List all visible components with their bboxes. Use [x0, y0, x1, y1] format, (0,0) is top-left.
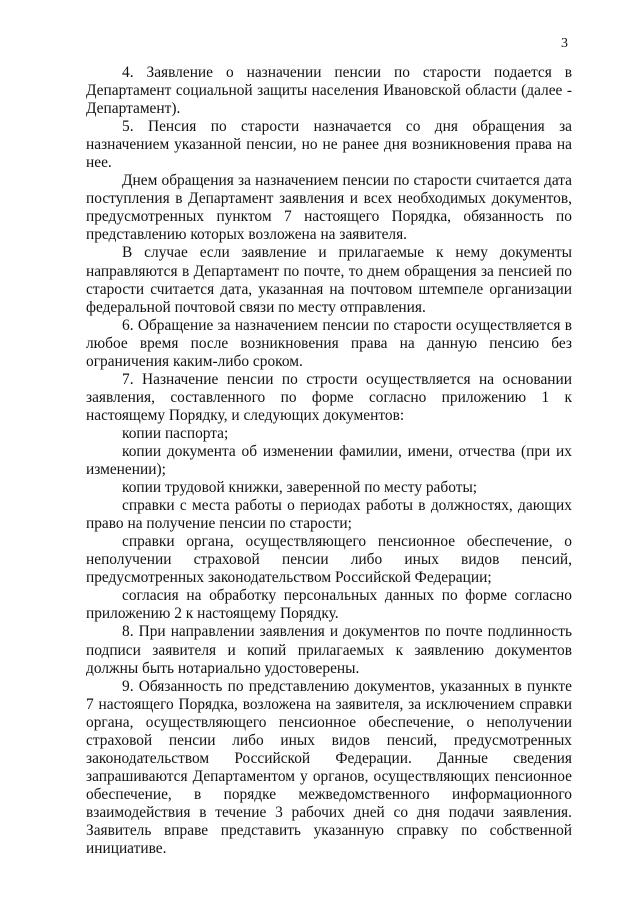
paragraph-7-required-documents: 7. Назначение пенсии по стрости осуществляется на основании заявления, составленного по форме согласно приложению 1 к настоящему Порядку, и следующих документов: — [86, 370, 572, 424]
paragraph-postal-submission-date: В случае если заявление и прилагаемые к нему документы направляются в Департамент по почте, то днем обращения за пенсией по старости считается дата, указанная на почтовом штемпеле организации федеральной почтовой связи по месту отправления. — [86, 244, 572, 316]
list-item-employment-record-copy: копии трудовой книжки, заверенной по месту работы; — [122, 479, 478, 497]
list-item-work-periods-certificate: справки с места работы о периодах работы в должностях, дающих право на получение пенсии по старости; — [86, 497, 572, 533]
page-number: 3 — [561, 36, 568, 51]
paragraph-9-document-obligation: 9. Обязанность по представлению документов, указанных в пункте 7 настоящего Порядка, возложена на заявителя, за исключением справки органа, осуществляющего пенсионное обеспечение, о неполучении страховой пенсии либо иных видов пенсий, предусмотренных законодательством Российской Федерации. Данные сведения запрашиваются Департаментом у органов, осуществляющих пенсионное обеспечение, в порядке межведомственного информационного взаимодействия в течение 3 рабочих дней со дня подачи заявления. Заявитель вправе представить указанную справку по собственной инициативе. — [86, 677, 572, 858]
document-body — [86, 64, 572, 858]
list-item-non-receipt-certificate: справки органа, осуществляющего пенсионное обеспечение, о неполучении страховой пенсии либо иных видов пенсий, предусмотренных законодательством Российской Федерации; — [86, 533, 572, 587]
paragraph-6-application-timing: 6. Обращение за назначением пенсии по старости осуществляется в любое время после возникновения права на данную пенсию без ограничения каким-либо сроком. — [86, 316, 572, 370]
list-item-personal-data-consent: согласия на обработку персональных данных по форме согласно приложению 2 к настоящему Порядку. — [86, 587, 572, 623]
list-item-name-change-document: копии документа об изменении фамилии, имени, отчества (при их изменении); — [86, 442, 572, 479]
paragraph-application-date-definition: Днем обращения за назначением пенсии по старости считается дата поступления в Департамент заявления и всех необходимых документов, предусмотренных пунктом 7 настоящего Порядка, обязанность по представлению которых возложена на заявителя. — [86, 172, 572, 244]
paragraph-4-application-submission: 4. Заявление о назначении пенсии по старости подается в Департамент социальной защиты населения Ивановской области (далее - Департамент). — [86, 64, 572, 118]
list-item-passport-copy: копии паспорта; — [122, 424, 229, 442]
paragraph-8-notarization: 8. При направлении заявления и документов по почте подлинность подписи заявителя и копий прилагаемых к заявлению документов должны быть нотариально удостоверены. — [86, 623, 572, 677]
paragraph-5-pension-start-date: 5. Пенсия по старости назначается со дня обращения за назначением указанной пенсии, но не ранее дня возникновения права на нее. — [86, 118, 572, 172]
